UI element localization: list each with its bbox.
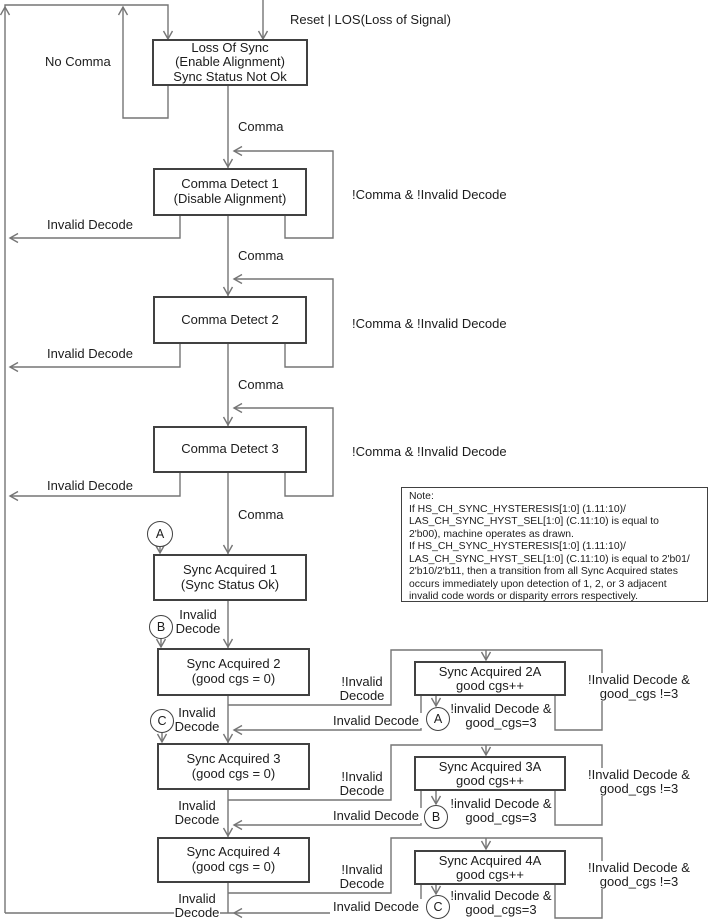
invalid-decode-label: Invalid Decode bbox=[47, 346, 133, 361]
not-comma-label: !Comma & !Invalid Decode bbox=[352, 187, 507, 202]
state-line: (good cgs = 0) bbox=[191, 859, 276, 874]
invalid-decode-label bbox=[174, 892, 220, 919]
good-cgs-ne3-label bbox=[564, 673, 712, 701]
label-line: Invalid bbox=[178, 705, 216, 720]
connector-c-right: C bbox=[426, 895, 450, 919]
invalid-decode-label: Invalid Decode bbox=[47, 217, 133, 232]
state-line: Comma Detect 2 bbox=[181, 311, 279, 327]
not-invalid-decode-label bbox=[334, 675, 390, 702]
invalid-decode-label: Invalid Decode bbox=[330, 713, 422, 728]
state-sync-acquired-2a bbox=[414, 661, 566, 696]
state-line: good cgs++ bbox=[456, 866, 524, 882]
state-loss-of-sync bbox=[152, 39, 308, 86]
label-line: good_cgs=3 bbox=[465, 714, 537, 730]
connector-a-right: A bbox=[426, 707, 450, 731]
note-line: 2'b00), machine operates as drawn. bbox=[409, 528, 574, 540]
invalid-decode-label bbox=[172, 608, 224, 635]
state-comma-detect-1 bbox=[153, 168, 307, 216]
label-line: Decode bbox=[174, 718, 220, 734]
state-line: Sync Status Not Ok bbox=[173, 68, 287, 84]
note-line: occurs immediately upon detection of 1, 2, or 3 adjacent bbox=[409, 578, 667, 590]
state-line: (Disable Alignment) bbox=[173, 191, 287, 206]
label-line: good_cgs=3 bbox=[465, 901, 537, 917]
left-return-line bbox=[5, 5, 168, 913]
note-box bbox=[401, 487, 708, 602]
state-line: Comma Detect 3 bbox=[181, 441, 279, 457]
good-cgs-eq3-label bbox=[448, 797, 554, 824]
invalid-decode-label bbox=[174, 706, 220, 733]
state-sync-acquired-3 bbox=[157, 743, 310, 790]
label-line: Invalid bbox=[178, 891, 216, 906]
state-line: Sync Acquired 2A bbox=[438, 663, 542, 679]
label-line: !invalid Decode & bbox=[450, 701, 552, 716]
label-line: !Invalid Decode & bbox=[588, 860, 690, 875]
note-line: LAS_CH_SYNC_HYST_SEL[1:0] (C.11:10) is equal to 2'b01/ bbox=[409, 553, 690, 565]
invalid-decode-label: Invalid Decode bbox=[47, 478, 133, 493]
label-line: good_cgs !=3 bbox=[599, 874, 679, 889]
state-line: (Sync Status Ok) bbox=[180, 576, 280, 592]
comma-label: Comma bbox=[238, 119, 284, 134]
state-sync-acquired-1 bbox=[153, 554, 307, 601]
label-line: Invalid bbox=[178, 798, 216, 813]
state-line: good cgs++ bbox=[456, 677, 524, 693]
connector-c-left: C bbox=[150, 709, 174, 733]
note-line: Note: bbox=[409, 491, 434, 502]
state-line: Sync Acquired 1 bbox=[183, 561, 277, 577]
good-cgs-ne3-label bbox=[564, 768, 712, 796]
label-line: good_cgs=3 bbox=[465, 809, 537, 825]
label-line: Decode bbox=[175, 620, 221, 636]
label-line: Decode bbox=[339, 782, 385, 798]
state-line: Sync Acquired 4A bbox=[438, 852, 542, 868]
state-line: Loss Of Sync bbox=[191, 39, 269, 55]
state-line: Sync Acquired 3A bbox=[438, 758, 542, 774]
no-comma-label: No Comma bbox=[45, 54, 111, 69]
state-sync-acquired-3a bbox=[414, 756, 566, 791]
label-line: !Invalid bbox=[341, 769, 383, 784]
label-line: Decode bbox=[174, 811, 220, 827]
label-line: Decode bbox=[174, 904, 220, 920]
good-cgs-ne3-label bbox=[564, 861, 712, 889]
label-line: good_cgs !=3 bbox=[599, 686, 679, 701]
state-line: (good cgs = 0) bbox=[191, 765, 276, 781]
not-comma-label: !Comma & !Invalid Decode bbox=[352, 444, 507, 459]
up-arrowheads bbox=[1, 7, 128, 15]
invalid-decode-label: Invalid Decode bbox=[330, 808, 422, 823]
label-line: !Invalid Decode & bbox=[588, 767, 690, 782]
comma-label: Comma bbox=[238, 248, 284, 263]
state-sync-acquired-4a bbox=[414, 850, 566, 885]
not-invalid-decode-label bbox=[334, 863, 390, 890]
label-line: !Invalid Decode & bbox=[588, 672, 690, 687]
note-line: If HS_CH_SYNC_HYSTERESIS[1:0] (1.11:10)/ bbox=[409, 541, 626, 553]
state-line: good cgs++ bbox=[456, 772, 524, 788]
label-line: !invalid Decode & bbox=[450, 796, 552, 811]
label-line: Decode bbox=[339, 875, 385, 891]
note-line: If HS_CH_SYNC_HYSTERESIS[1:0] (1.11:10)/ bbox=[409, 503, 626, 515]
note-line: invalid code words or disparity errors respectively. bbox=[409, 591, 639, 603]
not-invalid-decode-label bbox=[334, 770, 390, 797]
label-line: Invalid bbox=[179, 607, 217, 622]
state-sync-acquired-2 bbox=[157, 648, 310, 696]
label-line: !Invalid bbox=[341, 862, 383, 877]
state-line: (Enable Alignment) bbox=[175, 54, 285, 70]
state-line: Sync Acquired 3 bbox=[186, 750, 281, 766]
not-comma-label: !Comma & !Invalid Decode bbox=[352, 316, 507, 331]
state-comma-detect-2 bbox=[153, 296, 307, 344]
comma-label: Comma bbox=[238, 507, 284, 522]
state-sync-acquired-4 bbox=[157, 837, 310, 883]
state-line: Sync Acquired 2 bbox=[186, 656, 281, 672]
state-line: (good cgs = 0) bbox=[191, 671, 276, 686]
comma-label: Comma bbox=[238, 377, 284, 392]
invalid-decode-label bbox=[174, 799, 220, 826]
good-cgs-eq3-label bbox=[448, 702, 554, 729]
label-line: good_cgs !=3 bbox=[599, 781, 679, 796]
label-line: !invalid Decode & bbox=[450, 888, 552, 903]
reset-label: Reset | LOS(Loss of Signal) bbox=[290, 12, 451, 27]
state-line: Sync Acquired 4 bbox=[186, 844, 281, 860]
connector-b-left: B bbox=[149, 615, 173, 639]
note-line: LAS_CH_SYNC_HYST_SEL[1:0] (C.11:10) is equal to bbox=[409, 516, 659, 528]
note-line: 2'b10/2'b11, then a transition from all Sync Acquired states bbox=[409, 566, 678, 578]
label-line: !Invalid bbox=[341, 674, 383, 689]
label-line: Decode bbox=[339, 687, 385, 703]
invalid-decode-label: Invalid Decode bbox=[330, 899, 422, 914]
state-line: Comma Detect 1 bbox=[181, 176, 279, 192]
state-comma-detect-3 bbox=[153, 426, 307, 473]
good-cgs-eq3-label bbox=[448, 889, 554, 916]
connector-b-right: B bbox=[424, 805, 448, 829]
connector-a-left: A bbox=[147, 521, 173, 547]
